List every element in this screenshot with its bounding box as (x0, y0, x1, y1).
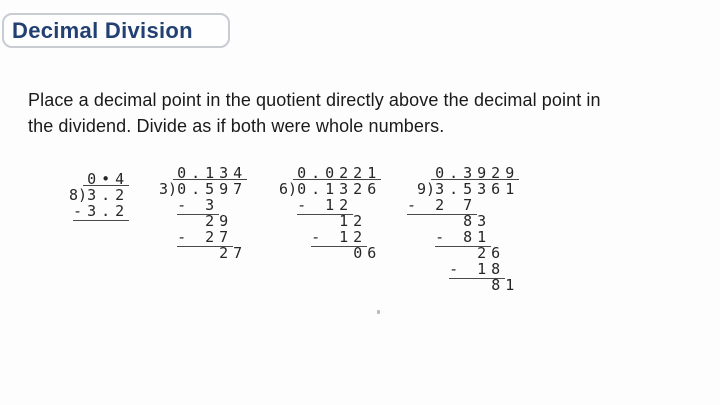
long-division-problem-2 (159, 165, 247, 261)
page-title: Decimal Division (12, 17, 193, 43)
subtraction-row (297, 197, 381, 213)
divisor: 6) (279, 180, 298, 198)
remainder-row (435, 277, 519, 293)
dividend-row (435, 181, 519, 197)
subtraction-line: - 2 7 (407, 196, 478, 214)
quotient: 0.0221 (297, 164, 382, 182)
subtraction-line: - 3 (177, 196, 220, 214)
instructions-line-1: Place a decimal point in the quotient directly above the decimal point in (28, 90, 601, 110)
remainder-row (177, 213, 247, 229)
divisor: 8) (69, 186, 88, 204)
remainder-line: 06 (353, 244, 382, 262)
subtraction-line: -3.2 (73, 202, 130, 220)
dividend: 3.5361 (431, 179, 519, 198)
divisor: 3) (159, 180, 178, 198)
subtraction-line: - 12 (311, 228, 368, 246)
quotient: 0•4 (87, 170, 130, 188)
remainder-row (177, 245, 247, 261)
indent-pad (435, 276, 491, 294)
long-division-problem-3 (279, 165, 381, 261)
subtraction-line: - 12 (297, 196, 354, 214)
remainder-line: 81 (491, 276, 520, 294)
dividend-row (177, 181, 247, 197)
dividend-row (297, 181, 381, 197)
subtraction-row (177, 197, 247, 213)
remainder-line: 83 (463, 212, 492, 230)
remainder-line: 12 (339, 212, 368, 230)
subtraction-row (407, 196, 519, 214)
subtraction-line: - 18 (449, 260, 506, 278)
dividend: 0.1326 (293, 179, 381, 198)
dividend-row (87, 187, 129, 203)
remainder-line: 29 (205, 212, 234, 230)
subtraction-row (177, 229, 247, 245)
instructions-line-2: the dividend. Divide as if both were whole numbers. (28, 116, 445, 136)
remainder-row (435, 245, 519, 261)
quotient: 0.134 (177, 164, 248, 182)
subtraction-row (435, 261, 519, 277)
remainder-row (297, 213, 381, 229)
work-grid (73, 170, 130, 220)
subtraction-row (73, 202, 130, 220)
dividend: 3.2 (83, 185, 129, 204)
work-grid (297, 165, 381, 261)
stray-mark-artifact (377, 310, 380, 314)
quotient: 0.3929 (435, 164, 520, 182)
long-division-problem-1 (69, 171, 129, 219)
indent-pad (297, 244, 353, 262)
subtraction-line: - 27 (177, 228, 234, 246)
dividend: 0.597 (173, 179, 247, 198)
indent-pad (177, 244, 219, 262)
divisor: 9) (417, 180, 436, 198)
remainder-line: 27 (219, 244, 248, 262)
remainder-row (435, 213, 519, 229)
work-grid (177, 165, 247, 261)
remainder-line: 26 (477, 244, 506, 262)
work-grid (407, 164, 520, 294)
remainder-row (297, 245, 381, 261)
subtraction-row (435, 229, 519, 245)
subtraction-row (297, 229, 381, 245)
subtraction-line: - 81 (435, 228, 492, 246)
long-division-problem-4 (407, 164, 520, 294)
